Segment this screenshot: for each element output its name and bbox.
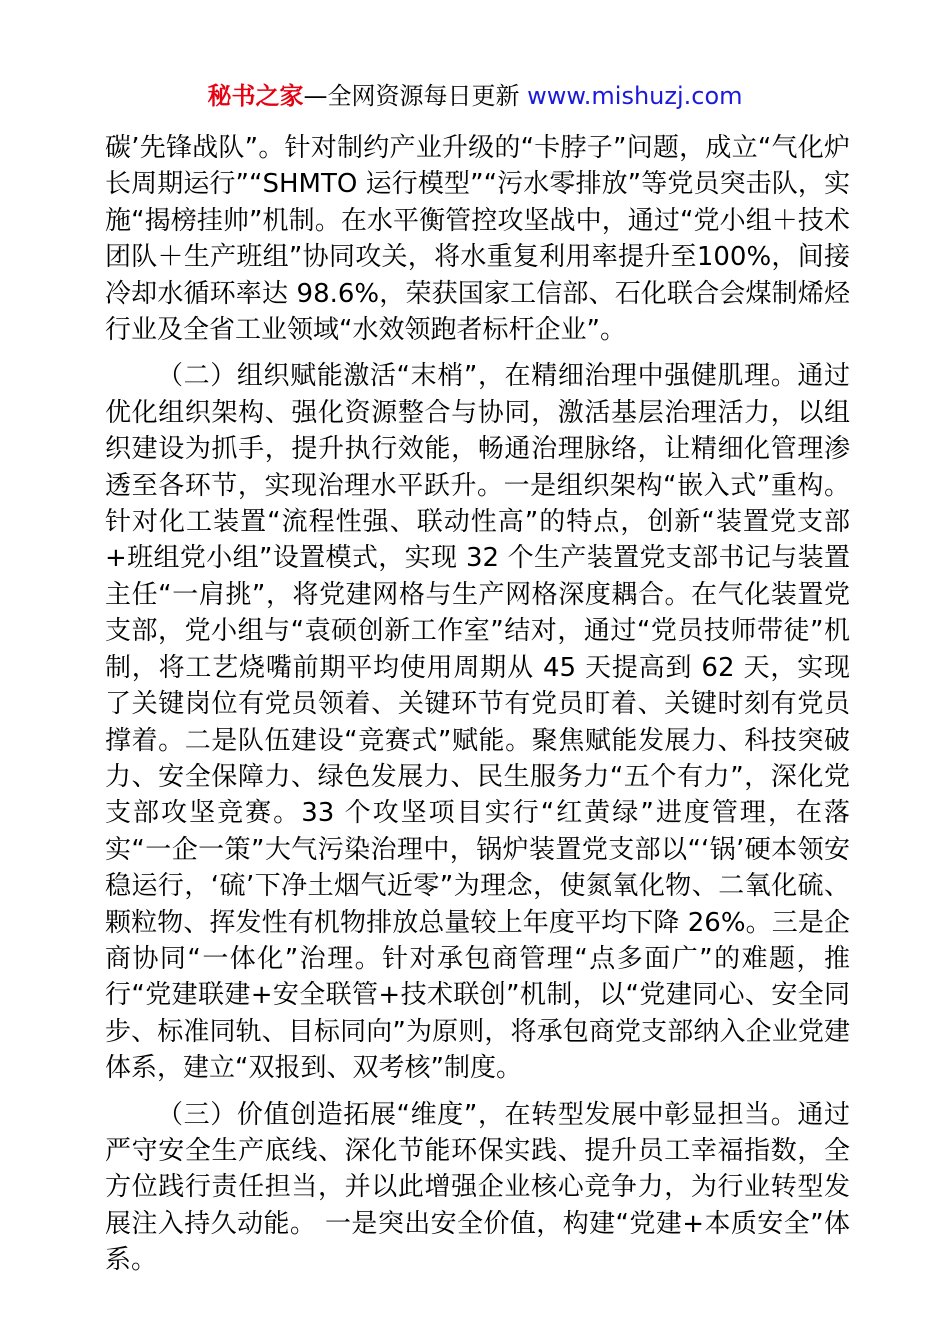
brand-name: 秘书之家: [207, 82, 304, 110]
body-paragraph-2: （二）组织赋能激活“末梢”，在精细治理中强健肌理。通过优化组织架构、强化资源整合与协同，激活基层治理活力，以组织建设为抓手，提升执行效能，畅通治理脉络，让精细化管理渗透至各环节，实现治理水平跃升。一是组织架构“嵌入式”重构。针对化工装置“流程性强、联动性高”的特点，创新“装置党支部+班组党小组”设置模式，实现 32 个生产装置党支部书记与装置主任“一肩挑”，将党建网格与生产网格深度耦合。在气化装置党支部，党小组与“袁硕创新工作室”结对，通过“党员技师带徒”机制，将工艺烧嘴前期平均使用周期从 45 天提高到 62 天，实现了关键岗位有党员领着、关键环节有党员盯着、关键时刻有党员撑着。二是队伍建设“竞赛式”赋能。聚焦赋能发展力、科技突破力、安全保障力、绿色发展力、民生服务力“五个有力”，深化党支部攻坚竞赛。33 个攻坚项目实行“红黄绿”进度管理，在落实“一企一策”大气污染治理中，锅炉装置党支部以“‘锅’硬本领安稳运行，‘硫’下净土烟气近零”为理念，使氮氧化物、二氧化硫、颗粒物、挥发性有机物排放总量较上年度平均下降 26%。三是企商协同“一体化”治理。针对承包商管理“点多面广”的难题，推行“党建联建+安全联管+技术联创”机制，以“党建同心、安全同步、标准同轨、目标同向”为原则，将承包商党支部纳入企业党建体系，建立“双报到、双考核”制度。: [105, 361, 850, 1084]
header-tagline: —全网资源每日更新: [303, 82, 528, 110]
site-header: [0, 80, 950, 112]
document-body: [105, 130, 850, 1289]
body-paragraph-1: 碳’先锋战队”。针对制约产业升级的“卡脖子”问题，成立“气化炉长周期运行”“SHMTO 运行模型”“污水零排放”等党员突击队，实施“揭榜挂帅”机制。在水平衡管控攻坚战中，通过“党小组＋技术团队＋生产班组”协同攻关，将水重复利用率提升至100%，间接冷却水循环率达 98.6%，荣获国家工信部、石化联合会煤制烯烃行业及全省工业领域“水效领跑者标杆企业”。: [105, 133, 850, 346]
body-paragraph-3: （三）价值创造拓展“维度”，在转型发展中彰显担当。通过严守安全生产底线、深化节能环保实践、提升员工幸福指数，全方位践行责任担当，并以此增强企业核心竞争力，为行业转型发展注入持久动能。 一是突出安全价值，构建“党建+本质安全”体系。: [105, 1099, 850, 1276]
site-url-link[interactable]: www.mishuzj.com: [527, 82, 743, 110]
